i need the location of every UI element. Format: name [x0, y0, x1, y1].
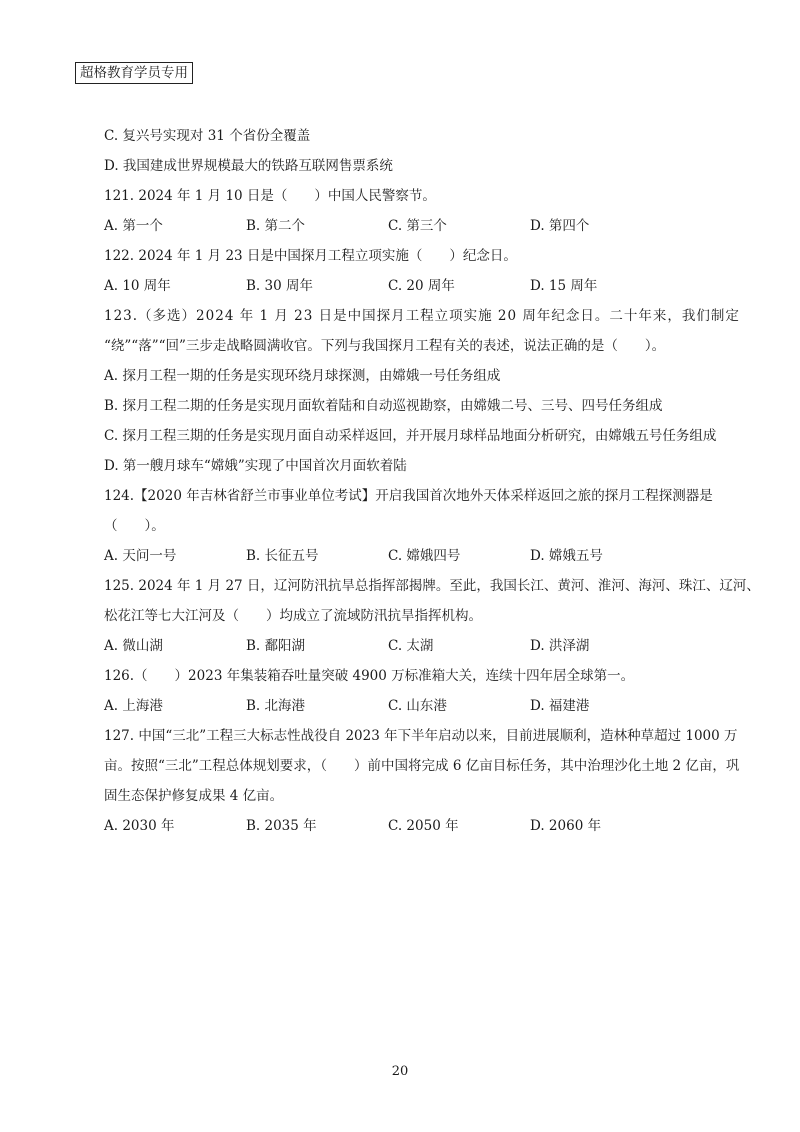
options-122 [104, 276, 724, 296]
option-d: D. 洪泽湖 [530, 638, 590, 654]
question-126: 126.（ ）2023 年集装箱吞吐量突破 4900 万标准箱大关，连续十四年居全球第一。 [104, 668, 635, 684]
option-a: A. 探月工程一期的任务是实现环绕月球探测，由嫦娥一号任务组成 [104, 368, 501, 384]
option-a: A. 微山湖 [104, 638, 163, 654]
question-content [104, 126, 760, 846]
options-127 [104, 816, 724, 836]
question-127-line-3: 固生态保护修复成果 4 亿亩。 [104, 788, 284, 804]
option-c: C. 太湖 [388, 638, 434, 654]
option-c: C. 第三个 [388, 218, 447, 234]
option-c: C. 2050 年 [388, 818, 459, 834]
question-124-line-2: （ ）。 [104, 518, 165, 534]
option-c: C. 探月工程三期的任务是实现月面自动采样返回，并开展月球样品地面分析研究，由嫦娥五号任务组成 [104, 428, 717, 444]
option-a: A. 天问一号 [104, 548, 177, 564]
question-123-line-2: “绕”“落”“回”三步走战略圆满收官。下列与我国探月工程有关的表述，说法正确的是（ ）。 [104, 338, 666, 354]
options-125 [104, 636, 724, 656]
question-124-line-1: 124.【2020 年吉林省舒兰市事业单位考试】开启我国首次地外天体采样返回之旅的探月工程探测器是 [104, 488, 713, 504]
option-b: B. 第二个 [246, 218, 306, 234]
option-b: B. 2035 年 [246, 818, 317, 834]
page-number: 20 [391, 1064, 409, 1079]
question-125-line-1: 125. 2024 年 1 月 27 日，辽河防汛抗旱总指挥部揭牌。至此，我国长江、黄河、淮河、海河、珠江、辽河、 [104, 578, 760, 594]
option-b: B. 北海港 [246, 698, 306, 714]
option-a: A. 2030 年 [104, 818, 175, 834]
question-122: 122. 2024 年 1 月 23 日是中国探月工程立项实施（ ）纪念日。 [104, 248, 517, 264]
option-d: D. 第一艘月球车“嫦娥”实现了中国首次月面软着陆 [104, 458, 407, 474]
option-b: B. 探月工程二期的任务是实现月面软着陆和自动巡视勘察，由嫦娥二号、三号、四号任务组成 [104, 398, 663, 414]
option-b: B. 30 周年 [246, 278, 313, 294]
question-127-line-2: 亩。按照“三北”工程总体规划要求，（ ）前中国将完成 6 亿亩目标任务，其中治理沙化土地 2 亿亩，巩 [104, 758, 740, 774]
option-d: D. 第四个 [530, 218, 590, 234]
option-line: D. 我国建成世界规模最大的铁路互联网售票系统 [104, 158, 393, 174]
option-c: C. 山东港 [388, 698, 447, 714]
option-b: B. 鄱阳湖 [246, 638, 306, 654]
option-b: B. 长征五号 [246, 548, 319, 564]
option-a: A. 上海港 [104, 698, 163, 714]
question-127-line-1: 127. 中国“三北”工程三大标志性战役自 2023 年下半年启动以来，目前进展顺利，造林种草超过 1000 万 [104, 728, 738, 744]
option-c: C. 嫦娥四号 [388, 548, 461, 564]
question-123-line-1: 123.（多选）2024 年 1 月 23 日是中国探月工程立项实施 20 周年纪念日。二十年来，我们制定 [104, 308, 740, 324]
option-d: D. 15 周年 [530, 278, 598, 294]
option-c: C. 20 周年 [388, 278, 455, 294]
options-126 [104, 696, 724, 716]
option-line: C. 复兴号实现对 31 个省份全覆盖 [104, 128, 311, 144]
option-d: D. 福建港 [530, 698, 590, 714]
question-121: 121. 2024 年 1 月 10 日是（ ）中国人民警察节。 [104, 188, 436, 204]
option-d: D. 2060 年 [530, 818, 602, 834]
option-a: A. 10 周年 [104, 278, 171, 294]
options-121 [104, 216, 724, 236]
option-d: D. 嫦娥五号 [530, 548, 603, 564]
option-a: A. 第一个 [104, 218, 163, 234]
header-tag: 超格教育学员专用 [75, 62, 193, 84]
question-125-line-2: 松花江等七大江河及（ ）均成立了流域防汛抗旱指挥机构。 [104, 608, 482, 624]
options-124 [104, 546, 724, 566]
